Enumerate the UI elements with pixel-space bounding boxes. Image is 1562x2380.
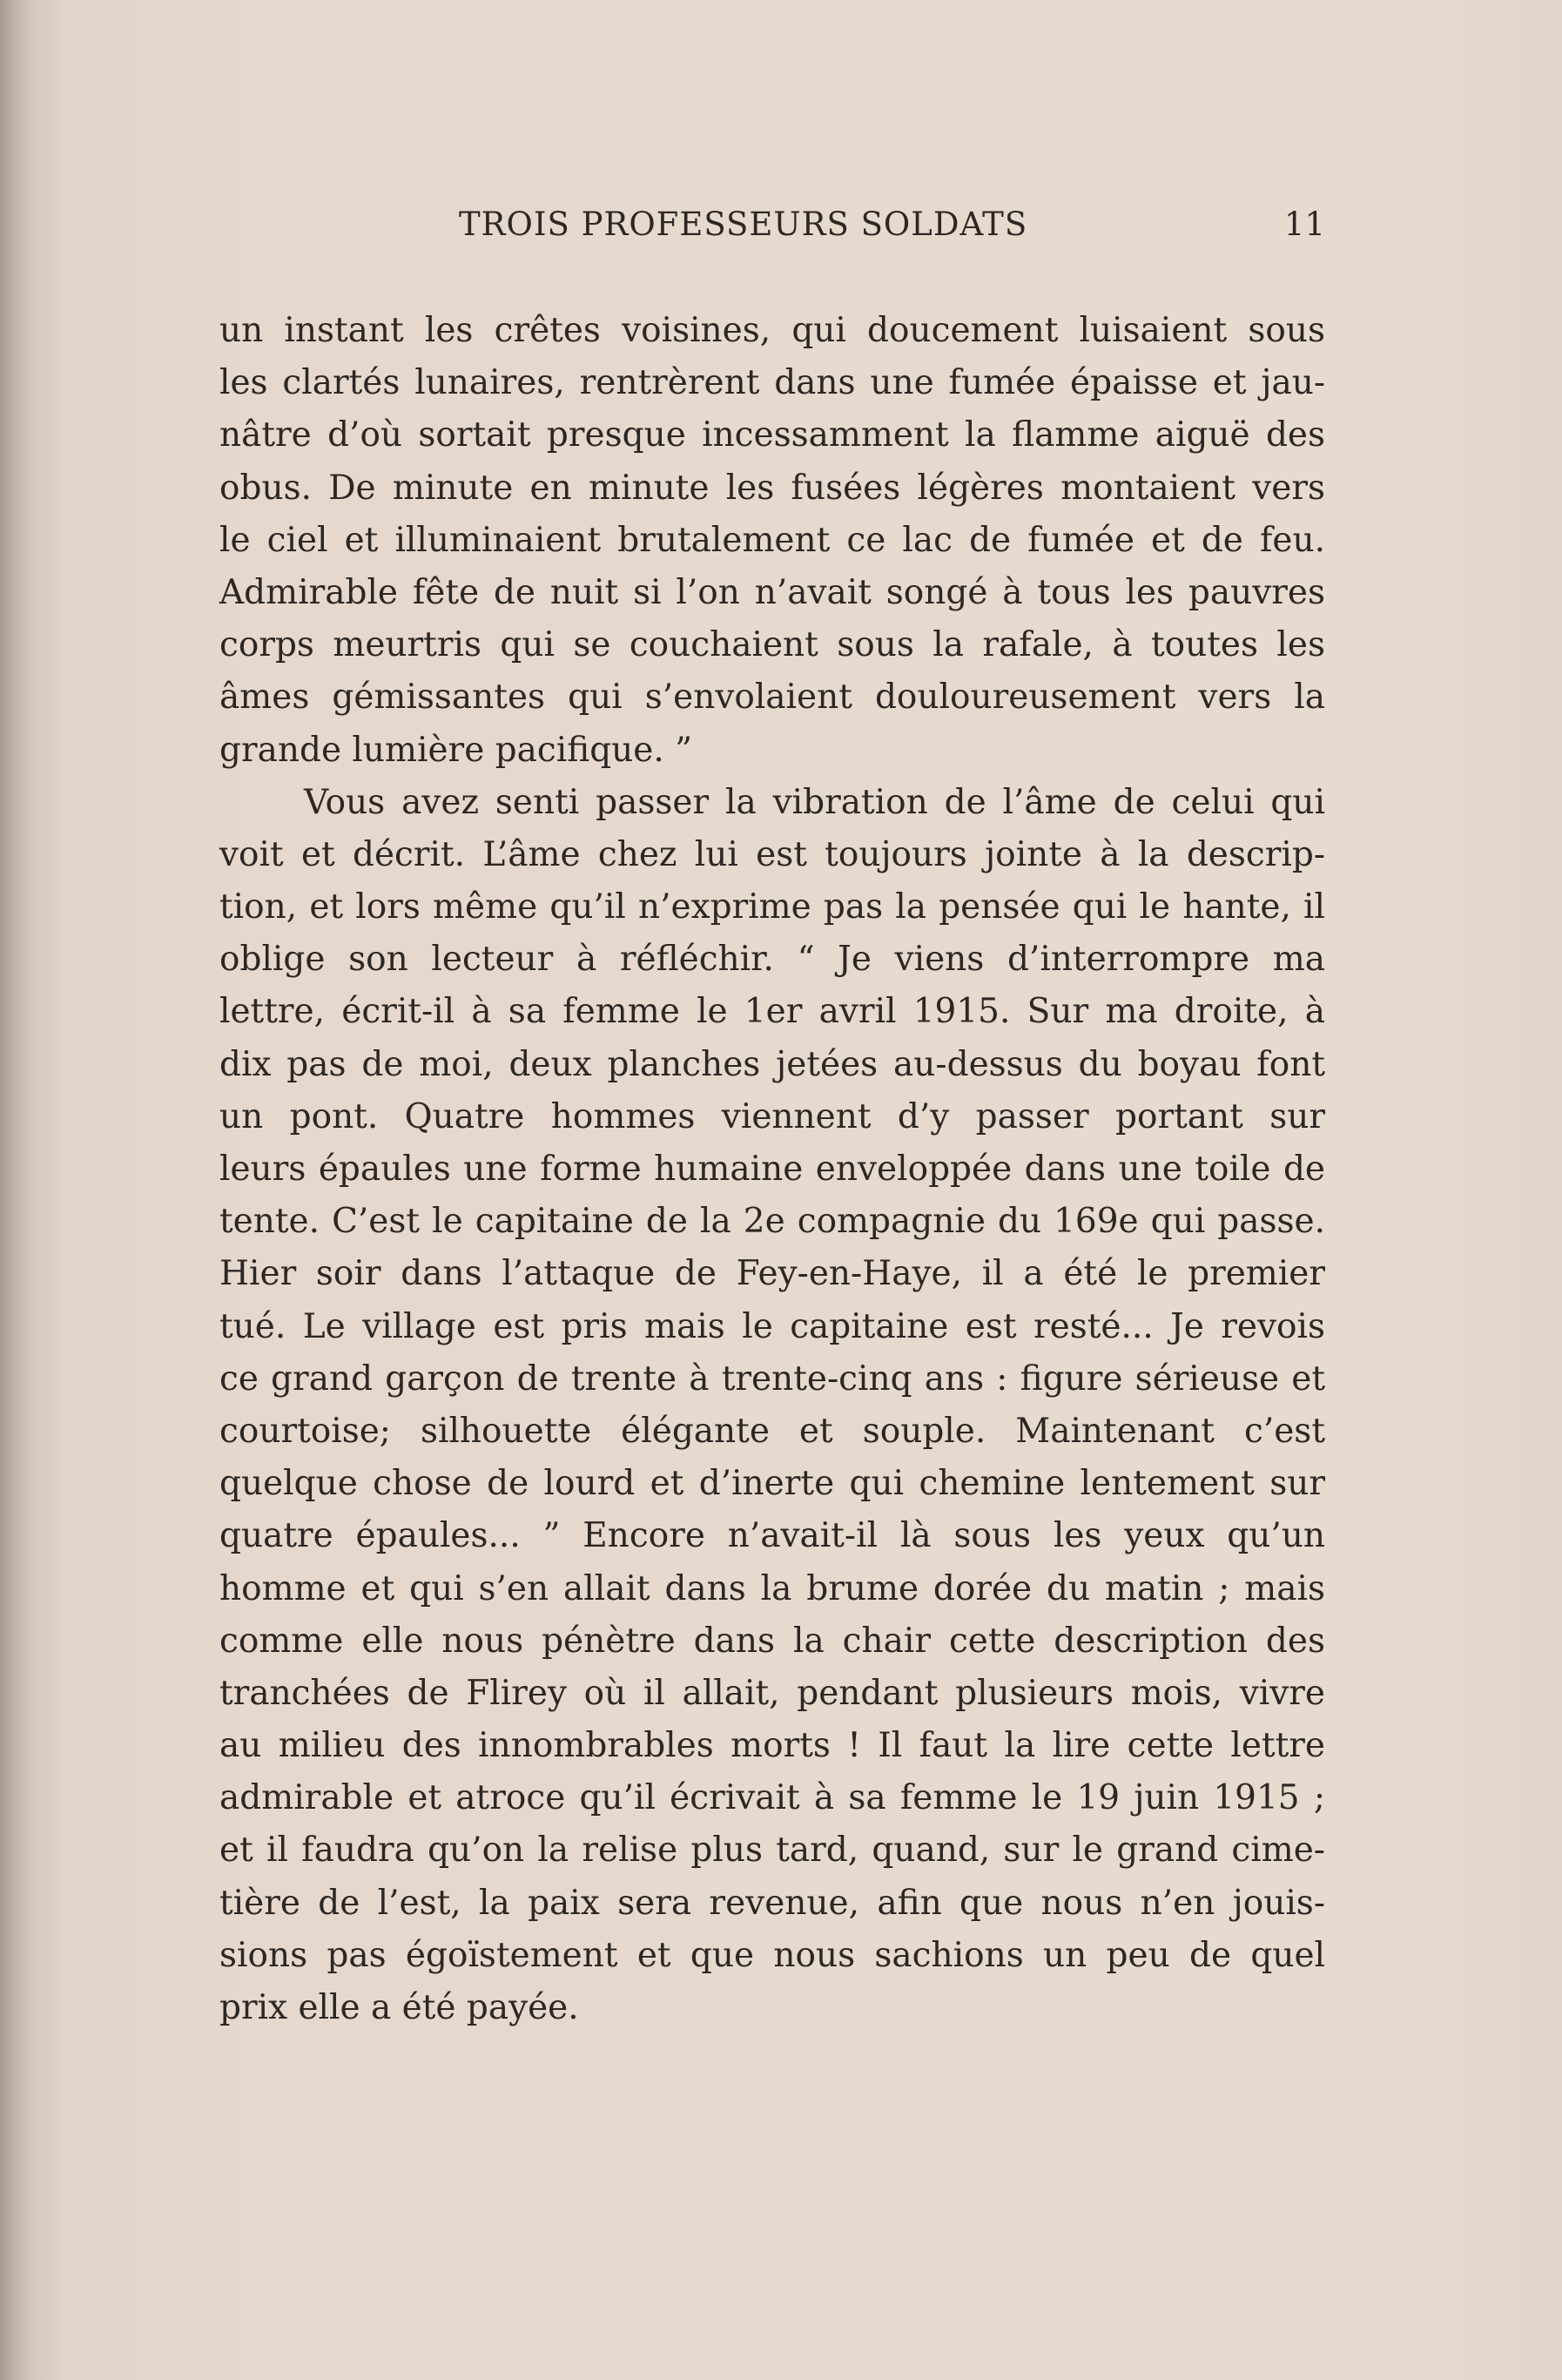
- page-gutter-shadow: [0, 0, 61, 2380]
- text-line: homme et qui s’en allait dans la brume dorée du matin ; mais: [219, 1568, 1325, 1608]
- text-line-paragraph-start: Vous avez senti passer la vibration de l’âme de celui qui: [304, 782, 1325, 822]
- text-line: prix elle a été payée.: [219, 1988, 579, 2027]
- text-line: Admirable fête de nuit si l’on n’avait songé à tous les pauvres: [219, 572, 1325, 612]
- page-number: 11: [1283, 206, 1325, 243]
- text-line: grande lumière pacifique. ”: [219, 730, 693, 770]
- running-head: TROIS PROFESSEURS SOLDATS: [459, 206, 1028, 243]
- text-line: lettre, écrit-il à sa femme le 1er avril 1915. Sur ma droite, à: [219, 992, 1325, 1032]
- text-line: tière de l’est, la paix sera revenue, afin que nous n’en jouis-: [219, 1883, 1325, 1923]
- text-line: courtoise; silhouette élégante et souple. Maintenant c’est: [219, 1411, 1325, 1451]
- text-line: quatre épaules... ” Encore n’avait-il là sous les yeux qu’un: [219, 1516, 1325, 1556]
- text-line: sions pas égoïstement et que nous sachions un peu de quel: [219, 1935, 1325, 1975]
- text-line: un pont. Quatre hommes viennent d’y passer portant sur: [219, 1096, 1325, 1136]
- text-line: obus. De minute en minute les fusées légères montaient vers: [219, 468, 1325, 508]
- text-line: leurs épaules une forme humaine enveloppée dans une toile de: [219, 1150, 1325, 1189]
- text-line: admirable et atroce qu’il écrivait à sa femme le 19 juin 1915 ;: [219, 1778, 1325, 1818]
- text-line: tente. C’est le capitaine de la 2e compagnie du 169e qui passe.: [219, 1202, 1325, 1242]
- text-line: dix pas de moi, deux planches jetées au-dessus du boyau font: [219, 1044, 1325, 1084]
- text-line: et il faudra qu’on la relise plus tard, quand, sur le grand cime-: [219, 1831, 1325, 1871]
- text-line: nâtre d’où sortait presque incessamment la flamme aiguë des: [219, 415, 1325, 455]
- text-line: comme elle nous pénètre dans la chair cette description des: [219, 1621, 1325, 1661]
- text-line: voit et décrit. L’âme chez lui est toujours jointe à la descrip-: [219, 834, 1325, 874]
- text-line: âmes gémissantes qui s’envolaient douloureusement vers la: [219, 678, 1325, 718]
- text-line: le ciel et illuminaient brutalement ce lac de fumée et de feu.: [219, 520, 1325, 560]
- text-line: tranchées de Flirey où il allait, pendant plusieurs mois, vivre: [219, 1673, 1325, 1713]
- text-line: ce grand garçon de trente à trente-cinq ans : figure sérieuse et: [219, 1359, 1325, 1399]
- text-line: Hier soir dans l’attaque de Fey-en-Haye, il a été le premier: [219, 1254, 1325, 1294]
- body-text: [219, 305, 1325, 2034]
- text-line: oblige son lecteur à réfléchir. “ Je viens d’interrompre ma: [219, 940, 1325, 980]
- text-line: corps meurtris qui se couchaient sous la rafale, à toutes les: [219, 625, 1325, 665]
- text-line: au milieu des innombrables morts ! Il faut la lire cette lettre: [219, 1726, 1325, 1766]
- text-line: un instant les crêtes voisines, qui doucement luisaient sous: [219, 311, 1325, 350]
- text-line: les clartés lunaires, rentrèrent dans une fumée épaisse et jau-: [219, 363, 1325, 403]
- text-line: tué. Le village est pris mais le capitaine est resté... Je revois: [219, 1306, 1325, 1346]
- page-header: [219, 206, 1325, 249]
- text-line: tion, et lors même qu’il n’exprime pas la pensée qui le hante, il: [219, 887, 1325, 927]
- text-line: quelque chose de lourd et d’inerte qui chemine lentement sur: [219, 1464, 1325, 1504]
